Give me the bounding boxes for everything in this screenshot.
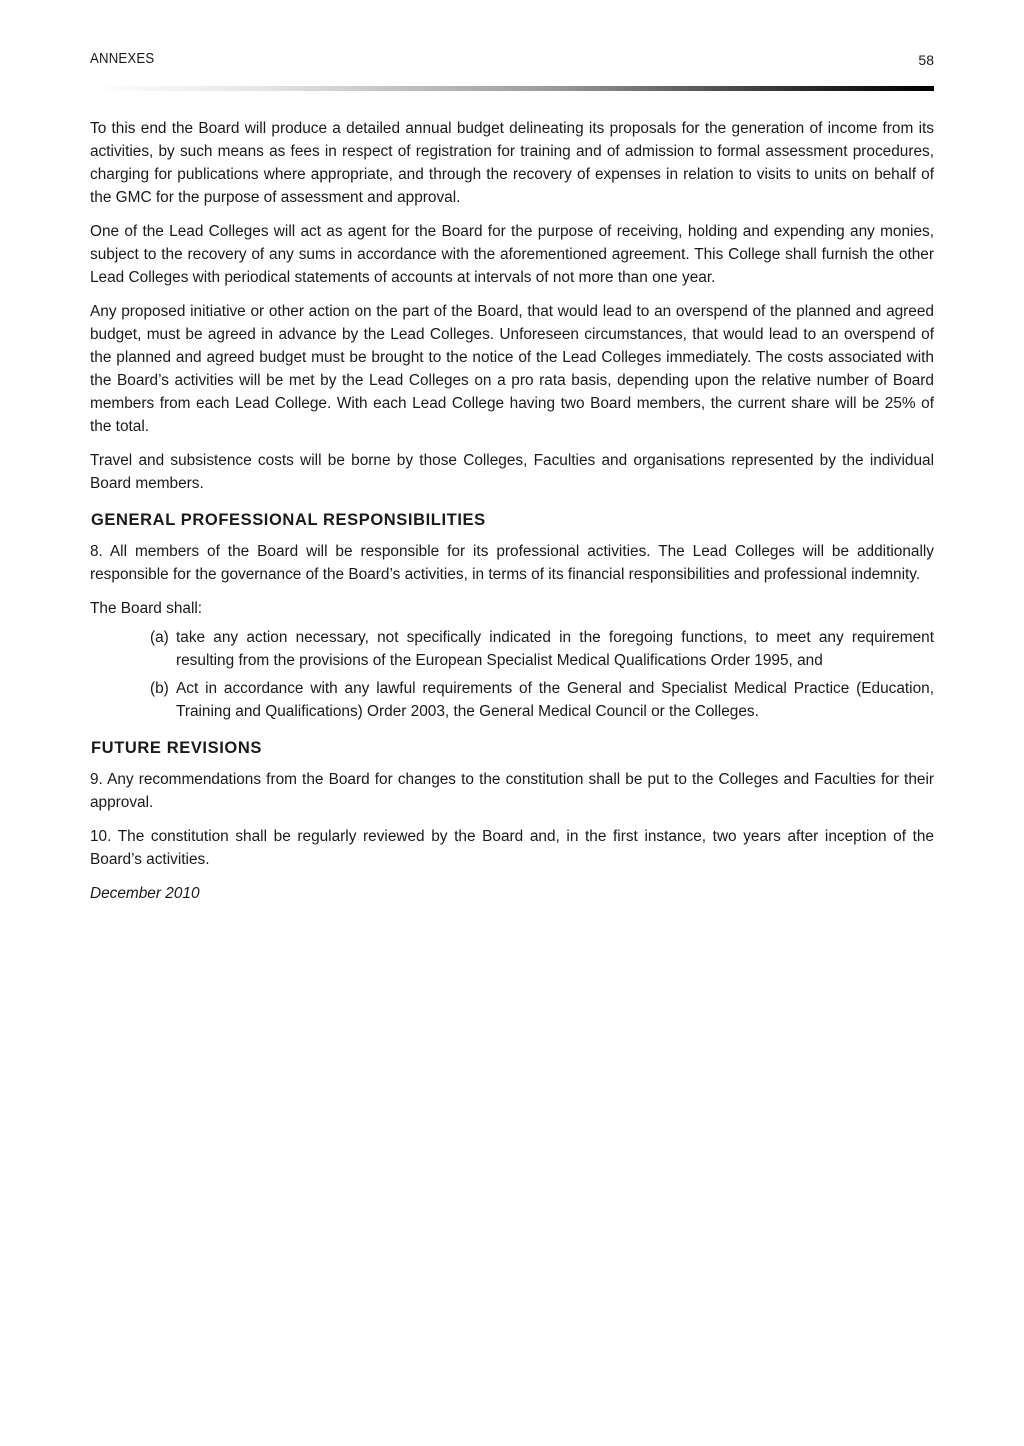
list-item-text: take any action necessary, not specifically indicated in the foregoing functions, to meet any requirement resulting from the provisions of the European Specialist Medical Qualifications Order 1995, and	[176, 629, 934, 669]
paragraph-budget: To this end the Board will produce a detailed annual budget delineating its proposals for the generation of income from its activities, by such means as fees in respect of registration for training and of admission to formal assessment procedures, charging for publications where appropriate, and through the recovery of expenses in relation to visits to units on behalf of the GMC for the purpose of assessment and approval.	[90, 120, 934, 206]
paragraph-8: 8. All members of the Board will be responsible for its professional activities. The Lead Colleges will be additionally responsible for the governance of the Board’s activities, in terms of its financial responsibilities and professional indemnity.	[90, 543, 934, 583]
list-item	[150, 626, 934, 672]
page-content	[90, 117, 934, 916]
list-marker: (a)	[150, 629, 169, 646]
paragraph-10: 10. The constitution shall be regularly reviewed by the Board and, in the first instance, two years after inception of the Board’s activities.	[90, 828, 934, 868]
paragraph-9: 9. Any recommendations from the Board for changes to the constitution shall be put to the Colleges and Faculties for their approval.	[90, 771, 934, 811]
paragraph-board-shall: The Board shall:	[90, 600, 203, 617]
heading-general-professional-responsibilities: GENERAL PROFESSIONAL RESPONSIBILITIES	[91, 511, 486, 529]
header-title: ANNEXES	[90, 50, 155, 67]
list-marker: (b)	[150, 680, 169, 697]
list-item	[150, 677, 934, 723]
paragraph-agent: One of the Lead Colleges will act as agent for the Board for the purpose of receiving, holding and expending any monies, subject to the recovery of any sums in accordance with the aforementioned agreement. This College shall furnish the other Lead Colleges with periodical statements of accounts at intervals of not more than one year.	[90, 223, 934, 286]
header-rule	[90, 86, 934, 91]
paragraph-travel: Travel and subsistence costs will be borne by those Colleges, Faculties and organisations represented by the individual Board members.	[90, 452, 934, 492]
board-duties-list	[150, 626, 934, 723]
page-header	[90, 50, 934, 72]
list-item-text: Act in accordance with any lawful requirements of the General and Specialist Medical Practice (Education, Training and Qualifications) Order 2003, the General Medical Council or the Colleges.	[176, 680, 934, 720]
heading-future-revisions: FUTURE REVISIONS	[91, 739, 262, 757]
page-number: 58	[918, 52, 934, 68]
paragraph-overspend: Any proposed initiative or other action on the part of the Board, that would lead to an overspend of the planned and agreed budget, must be agreed in advance by the Lead Colleges. Unforeseen circumstances, that would lead to an overspend of the planned and agreed budget must be brought to the notice of the Lead Colleges immediately. The costs associated with the Board’s activities will be met by the Lead Colleges on a pro rata basis, depending upon the relative number of Board members from each Lead College. With each Lead College having two Board members, the current share will be 25% of the total.	[90, 303, 934, 435]
document-date: December 2010	[90, 885, 200, 902]
